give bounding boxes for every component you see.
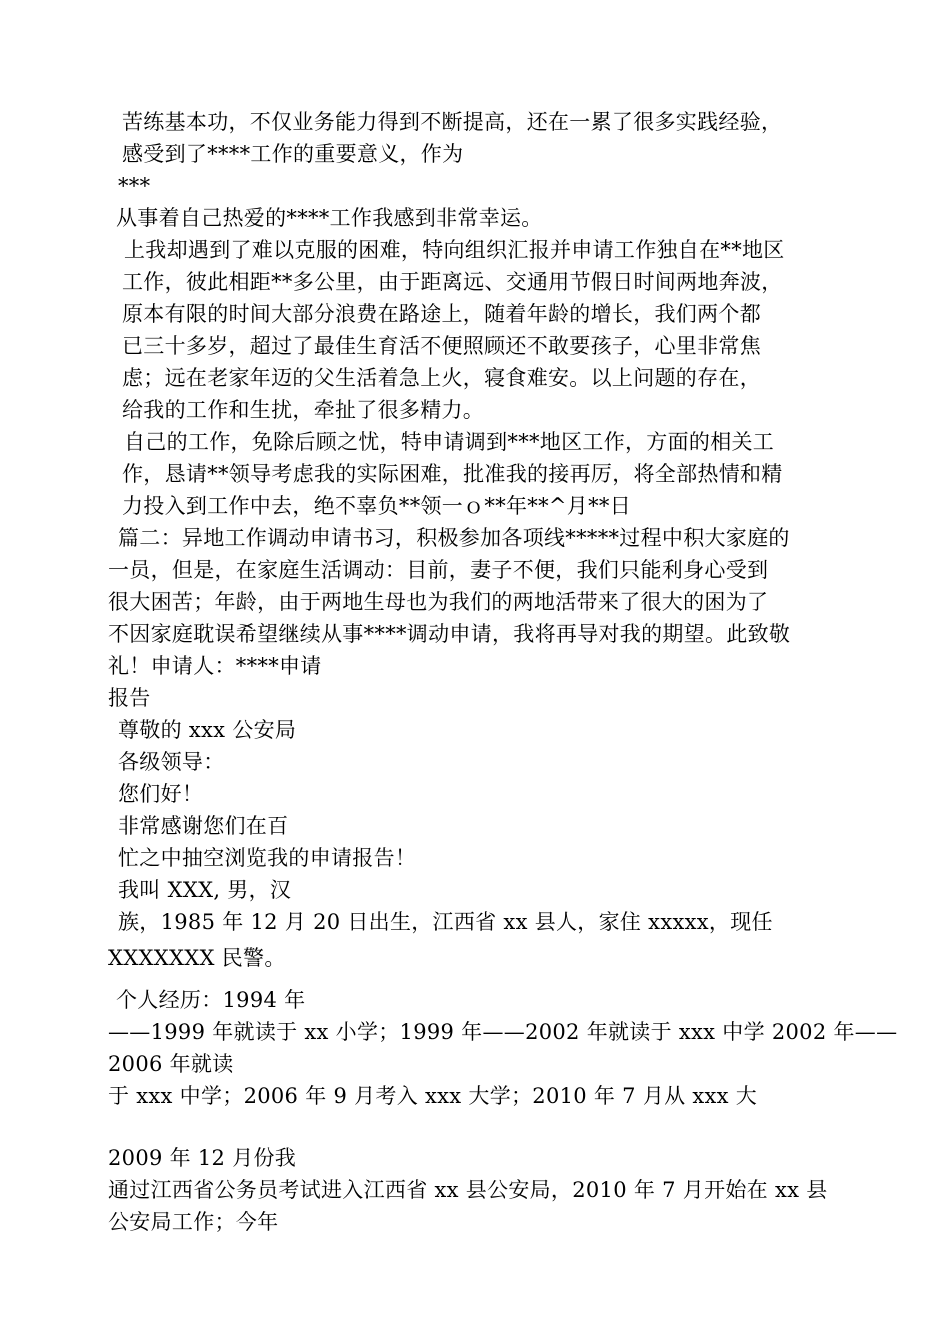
text-line: *** <box>118 174 151 198</box>
text-line: 很大困苦；年龄，由于两地生母也为我们的两地活带来了很大的困为了 <box>108 590 769 614</box>
text-line: 于 xxx 中学；2006 年 9 月考入 xxx 大学；2010 年 7 月从 xxx 大 <box>108 1084 758 1108</box>
text-line: 力投入到工作中去，绝不辜负**领一ｏ**年**^月**日 <box>122 494 631 518</box>
text-line: 您们好！ <box>118 782 204 806</box>
text-line: 篇二：异地工作调动申请书习，积极参加各项线*****过程中积大家庭的 <box>118 526 790 550</box>
text-line: 工作，彼此相距**多公里，由于距离远、交通用节假日时间两地奔波， <box>122 270 783 294</box>
text-line: 自己的工作，免除后顾之忧，特申请调到***地区工作，方面的相关工 <box>124 430 775 454</box>
text-line: 作，恳请**领导考虑我的实际困难，批准我的接再厉，将全部热情和精 <box>122 462 783 486</box>
text-line: 原本有限的时间大部分浪费在路途上，随着年龄的增长，我们两个都 <box>122 302 761 326</box>
text-line: 我叫 XXX, 男，汉 <box>118 878 292 902</box>
text-line: 各级领导： <box>118 750 225 774</box>
text-line: 上我却遇到了难以克服的困难，特向组织汇报并申请工作独自在**地区 <box>124 238 785 262</box>
text-line: 已三十多岁，超过了最佳生育活不便照顾还不敢要孩子，心里非常焦 <box>122 334 761 358</box>
text-line: 忙之中抽空浏览我的申请报告！ <box>118 846 417 870</box>
text-line: 个人经历：1994 年 <box>116 988 306 1012</box>
text-line: 非常感谢您们在百 <box>118 814 289 838</box>
text-line: 2009 年 12 月份我 <box>108 1146 297 1170</box>
text-line: 给我的工作和生扰，牵扯了很多精力。 <box>122 398 485 422</box>
text-line: 不因家庭耽误希望继续从事****调动申请，我将再导对我的期望。此致敬 <box>108 622 791 646</box>
text-line: XXXXXXX 民警。 <box>108 946 286 970</box>
text-line: 2006 年就读 <box>108 1052 234 1076</box>
text-line: 尊敬的 xxx 公安局 <box>118 718 297 742</box>
text-line: 感受到了****工作的重要意义，作为 <box>122 142 464 166</box>
text-line: 通过江西省公务员考试进入江西省 xx 县公安局，2010 年 7 月开始在 xx 县 <box>108 1178 828 1202</box>
text-line: 从事着自己热爱的****工作我感到非常幸运。 <box>116 206 543 230</box>
text-line: 礼！申请人：****申请 <box>108 654 322 678</box>
text-line: 公安局工作；今年 <box>108 1210 279 1234</box>
text-line: 报告 <box>108 686 151 710</box>
text-line: ——1999 年就读于 xx 小学；1999 年——2002 年就读于 xxx 中学 2002 年—— <box>108 1020 898 1044</box>
text-line: 苦练基本功，不仅业务能力得到不断提高，还在一累了很多实践经验， <box>122 110 783 134</box>
text-line: 一员，但是，在家庭生活调动：目前，妻子不便，我们只能利身心受到 <box>108 558 769 582</box>
text-line: 虑；远在老家年迈的父生活着急上火，寝食难安。以上问题的存在， <box>122 366 761 390</box>
text-line: 族，1985 年 12 月 20 日出生，江西省 xx 县人，家住 xxxxx，现任 <box>118 910 773 934</box>
